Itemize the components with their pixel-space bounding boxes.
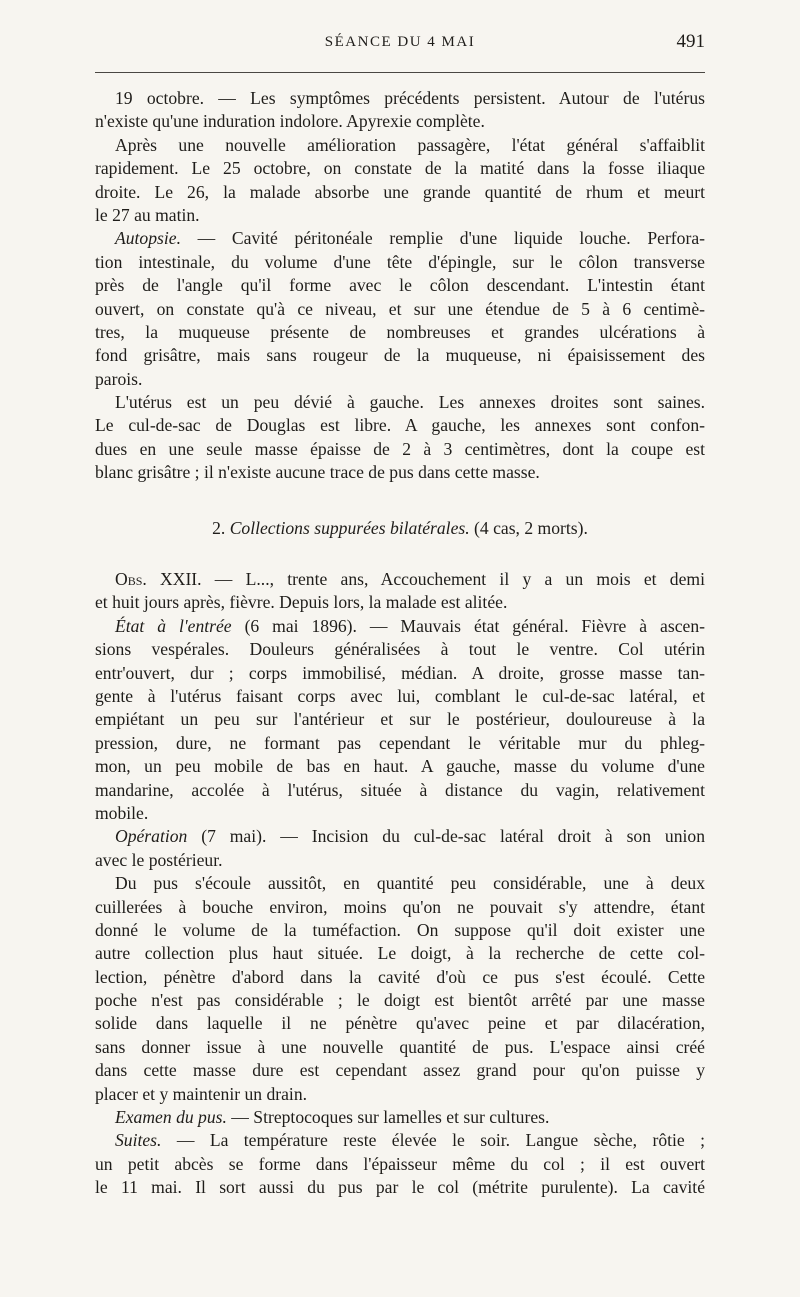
text-line [95, 638, 705, 661]
observation-xxii [95, 568, 705, 1200]
text-line [95, 662, 705, 685]
line-text: (6 mai 1896). — Mauvais état général. Fièvre à ascen- [231, 615, 705, 636]
line-text: le 27 au matin. [95, 204, 200, 225]
line-text: donné le volume de la tuméfaction. On suppose qu'il doit exister une [95, 919, 705, 940]
line-text: près de l'angle qu'il forme avec le côlon descendant. L'intestin étant [95, 275, 705, 296]
italic-label: État à l'entrée [115, 615, 232, 636]
text-line [95, 685, 705, 708]
line-text: placer et y maintenir un drain. [95, 1083, 308, 1104]
line-text: tres, la muqueuse présente de nombreuses et grandes ulcérations à [95, 321, 705, 342]
line-text: sions vespérales. Douleurs généralisées à tout le ventre. Col utérin [95, 639, 705, 660]
text-line [95, 615, 705, 638]
text-line [95, 204, 705, 227]
line-text: (7 mai). — Incision du cul-de-sac latéral droit à son union [187, 826, 705, 847]
text-line [95, 942, 705, 965]
text-line [95, 157, 705, 180]
text-line [95, 414, 705, 437]
header-rule [95, 72, 705, 73]
text-line [95, 391, 705, 414]
line-text: mandarine, accolée à l'utérus, située à distance du vagin, relativement [95, 779, 705, 800]
line-text: — Cavité péritonéale remplie d'une liquide louche. Perfora- [180, 228, 705, 249]
text-line [95, 1176, 705, 1199]
line-text: mon, un peu mobile de bas en haut. A gauche, masse du volume d'une [95, 756, 705, 777]
line-text: droite. Le 26, la malade absorbe une grande quantité de rhum et meurt [95, 181, 705, 202]
text-line [95, 1012, 705, 1035]
text-line [95, 989, 705, 1012]
text-line [95, 849, 705, 872]
line-text: tion intestinale, du volume d'une tête d'épingle, sur le côlon transverse [95, 251, 705, 272]
text-line [95, 344, 705, 367]
line-text: L'utérus est un peu dévié à gauche. Les annexes droites sont saines. [115, 392, 705, 413]
line-text: sans donner issue à une nouvelle quantité de pus. L'espace ainsi créé [95, 1036, 705, 1057]
line-text: fond grisâtre, mais sans rougeur de la muqueuse, ni épaisissement des [95, 345, 705, 366]
italic-label: Autopsie. [115, 228, 181, 249]
line-text: blanc grisâtre ; il n'existe aucune trace de pus dans cette masse. [95, 462, 540, 483]
text-line [95, 1129, 705, 1152]
line-text: empiétant un peu sur l'antérieur et sur le postérieur, douloureuse à la [95, 709, 705, 730]
line-text: avec le postérieur. [95, 849, 223, 870]
text-line [95, 251, 705, 274]
body-text [95, 87, 705, 1200]
line-text: le 11 mai. Il sort aussi du pus par le col (métrite purulente). La cavité [95, 1177, 705, 1198]
section-heading: 2. Collections suppurées bilatérales. (4 cas, 2 morts). [212, 517, 588, 538]
text-line [95, 298, 705, 321]
text-line [95, 181, 705, 204]
text-line [95, 591, 705, 614]
line-text: rapidement. Le 25 octobre, on constate de la matité dans la fosse iliaque [95, 158, 705, 179]
text-line [95, 919, 705, 942]
case-continuation [95, 87, 705, 485]
line-text: lection, pénètre d'abord dans la cavité d'où ce pus s'est écoulé. Cette [95, 966, 705, 987]
text-line [95, 1083, 705, 1106]
text-line [95, 461, 705, 484]
line-text: entr'ouvert, dur ; corps immobilisé, médian. A droite, grosse masse tan- [95, 662, 705, 683]
running-header [95, 31, 705, 58]
text-line [95, 1106, 705, 1129]
text-line [95, 825, 705, 848]
line-text: cuillerées à bouche environ, moins qu'on ne pouvait s'y attendre, étant [95, 896, 705, 917]
line-text: dans cette masse dure est cependant assez grand pour qu'on puisse y [95, 1060, 705, 1081]
text-line [95, 368, 705, 391]
text-line [95, 966, 705, 989]
text-line [95, 134, 705, 157]
text-line [95, 755, 705, 778]
text-line [95, 438, 705, 461]
text-line [95, 896, 705, 919]
text-line [95, 732, 705, 755]
line-text: mobile. [95, 802, 149, 823]
line-text: un petit abcès se forme dans l'épaisseur même du col ; il est ouvert [95, 1153, 705, 1174]
italic-label: Suites. [115, 1130, 162, 1151]
text-line [95, 321, 705, 344]
line-text: ouvert, on constate qu'à ce niveau, et sur une étendue de 5 à 6 centimè- [95, 298, 705, 319]
line-text: Après une nouvelle amélioration passagère, l'état général s'affaiblit [115, 134, 705, 155]
italic-label: Opération [115, 826, 188, 847]
text-line [95, 872, 705, 895]
line-text: autre collection plus haut située. Le doigt, à la recherche de cette col- [95, 943, 705, 964]
header-title: SÉANCE DU 4 MAI [324, 34, 476, 50]
line-text: poche n'est pas considérable ; le doigt est bientôt arrêté par une masse [95, 990, 705, 1011]
line-text: parois. [95, 368, 143, 389]
text-line [95, 802, 705, 825]
text-line [95, 227, 705, 250]
line-text: pression, dure, ne formant pas cependant le véritable mur du phleg- [95, 732, 705, 753]
italic-label: Examen du pus. [115, 1107, 227, 1128]
line-text: — L..., trente ans, Accouchement il y a un mois et demi [201, 569, 705, 590]
text-line [95, 110, 705, 133]
line-text: dues en une seule masse épaisse de 2 à 3 centimètres, dont la coupe est [95, 438, 705, 459]
page-number: 491 [676, 31, 705, 52]
line-text: solide dans laquelle il ne pénètre qu'avec peine et par dilacération, [95, 1013, 705, 1034]
line-text: Le cul-de-sac de Douglas est libre. A gauche, les annexes sont confon- [95, 415, 705, 436]
line-text: — La température reste élevée le soir. Langue sèche, rôtie ; [161, 1130, 705, 1151]
line-text: gente à l'utérus faisant corps avec lui, comblant le cul-de-sac latéral, et [95, 685, 705, 706]
text-line [95, 779, 705, 802]
text-line [95, 1059, 705, 1082]
text-line [95, 274, 705, 297]
text-line [95, 708, 705, 731]
line-text: et huit jours après, fièvre. Depuis lors, la malade est alitée. [95, 592, 508, 613]
observation-label: Obs. XXII. [115, 569, 202, 590]
text-line [95, 87, 705, 110]
line-text: Du pus s'écoule aussitôt, en quantité peu considérable, une à deux [115, 873, 705, 894]
text-line [95, 568, 705, 591]
text-line [95, 1036, 705, 1059]
line-text: 19 octobre. — Les symptômes précédents persistent. Autour de l'utérus [115, 88, 705, 108]
line-text: n'existe qu'une induration indolore. Apyrexie complète. [95, 111, 485, 132]
line-text: — Streptocoques sur lamelles et sur cultures. [226, 1107, 550, 1128]
text-line [95, 1153, 705, 1176]
